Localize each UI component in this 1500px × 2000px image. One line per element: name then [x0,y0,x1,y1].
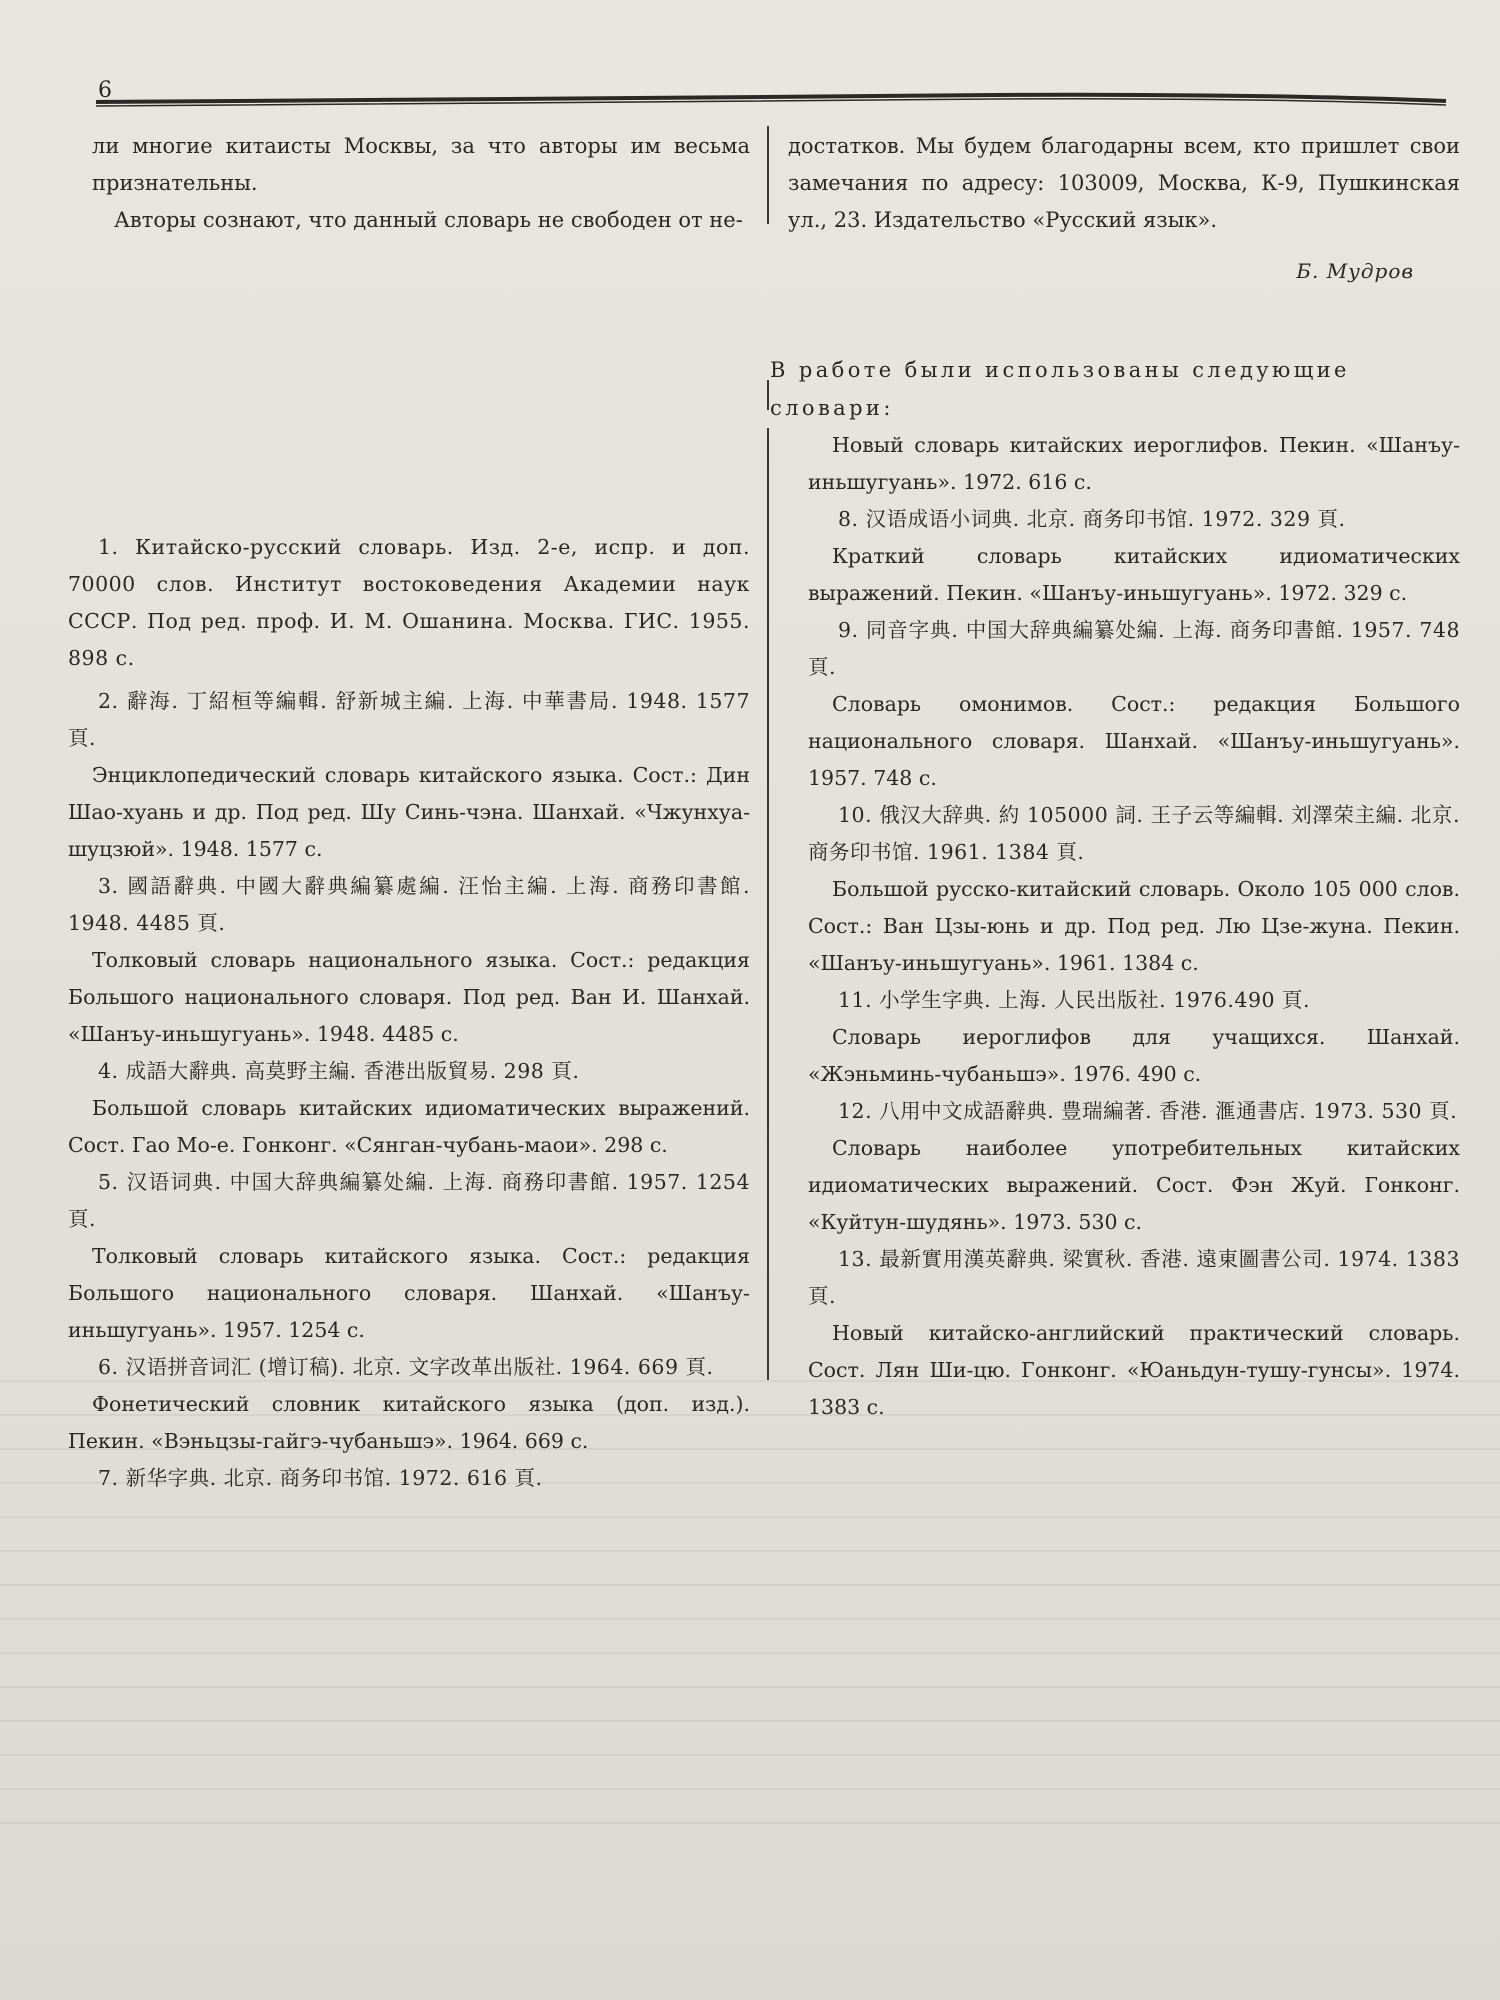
bibliography-right [770,427,1460,1426]
left-column [60,128,750,1497]
list-item: 12. 八用中文成語辭典. 豊瑞編著. 香港. 滙通書店. 1973. 530 頁. Словарь наиболее употребительных китайских идиоматических выражений. Сост. Фэн Жуй. Гонконг. «Куйтун-шудянь». 1973. 530 с. [808,1099,1460,1234]
list-item: 13. 最新實用漢英辭典. 梁實秋. 香港. 遠東圖書公司. 1974. 1383 頁. Новый китайско-английский практический словарь. Сост. Лян Ши-цю. Гонконг. «Юаньдун-тушу-гунсы». 1974. 1383 с. [808,1247,1460,1419]
list-item: 8. 汉语成语小词典. 北京. 商务印书馆. 1972. 329 頁. Краткий словарь китайских идиоматических выражений. Пекин. «Шанъу-иньшугуань». 1972. 329 с. [808,507,1460,605]
list-item: 10. 俄汉大辞典. 約 105000 詞. 王子云等編輯. 刘澤荣主編. 北京. 商务印书馆. 1961. 1384 頁. Большой русско-китайский словарь. Около 105 000 слов. Сост.: Ван Цзы-юнь и др. Под ред. Лю Цзе-жуна. Пекин. «Шанъу-иньшугуань». 1961. 1384 с. [808,803,1460,975]
bibliography-left [60,529,750,1497]
intro-left-line2: Авторы сознают, что данный словарь не свободен от не- [114,208,743,232]
list-item: 6. 汉语拼音词汇 (增订稿). 北京. 文字改革出版社. 1964. 669 頁. Фонетический словник китайского языка (доп. изд.). Пекин. «Вэньцзы-гайгэ-чубаньшэ». 1964. 669 с. [68,1355,750,1453]
list-item: 7. 新华字典. 北京. 商务印书馆. 1972. 616 頁. [98,1466,543,1490]
list-heading: В работе были использованы следующие словари: [770,358,1350,420]
intro-text-left [60,128,750,239]
author-signature: Б. Мудров [1296,259,1414,283]
bleed-through-texture [0,1380,1500,1840]
list-item: 11. 小学生字典. 上海. 人民出版社. 1976.490 頁. Словарь иероглифов для учащихся. Шанхай. «Жэньминь-чубаньшэ». 1976. 490 с. [808,988,1460,1086]
list-item: 1. Китайско-русский словарь. Изд. 2-е, испр. и доп. 70000 слов. Институт востоковедения Академии наук СССР. Под ред. проф. И. М. Ошанина. Москва. ГИС. 1955. 898 с. [68,535,750,670]
list-item: 4. 成語大辭典. 高莫野主編. 香港出版貿易. 298 頁. Большой словарь китайских идиоматических выражений. Сост. Гао Мо-е. Гонконг. «Сянган-чубань-маои». 298 с. [68,1059,750,1157]
intro-text-right: достатков. Мы будем благодарны всем, кто пришлет свои замечания по адресу: 103009, Москва, К-9, Пушкинская ул., 23. Издательство «Русский язык». [788,134,1460,232]
column-divider-list-top [767,380,769,410]
column-divider-top [767,126,769,224]
list-item: 2. 辭海. 丁紹桓等編輯. 舒新城主編. 上海. 中華書局. 1948. 1577 頁. Энциклопедический словарь китайского языка. Сост.: Дин Шао-хуань и др. Под ред. Шу Синь-чэна. Шанхай. «Чжунхуа-шуцзюй». 1948. 1577 с. [68,689,750,861]
right-column [770,128,1460,1426]
list-item: 9. 同音字典. 中国大辞典編纂处編. 上海. 商务印書館. 1957. 748 頁. Словарь омонимов. Сост.: редакция Большого национального словаря. Шанхай. «Шанъу-иньшугуань». 1957. 748 с. [808,618,1460,790]
list-item: Новый словарь китайских иероглифов. Пекин. «Шанъу-иньшугуань». 1972. 616 с. [808,433,1460,494]
column-divider-list [767,428,769,1380]
header-rule [96,94,1446,106]
intro-left-line1: ли многие китаисты Москвы, за что авторы им весьма признательны. [92,134,750,195]
list-item: 3. 國語辭典. 中國大辭典編纂處編. 汪怡主編. 上海. 商務印書館. 1948. 4485 頁. Толковый словарь национального языка. Сост.: редакция Большого национального словаря. Под ред. Ван И. Шанхай. «Шанъу-иньшугуань». 1948. 4485 с. [68,874,750,1046]
list-item: 5. 汉语词典. 中国大辞典編纂处編. 上海. 商務印書館. 1957. 1254 頁. Толковый словарь китайского языка. Сост.: редакция Большого национального словаря. Шанхай. «Шанъу-иньшугуань». 1957. 1254 с. [68,1170,750,1342]
page-number: 6 [98,78,112,103]
